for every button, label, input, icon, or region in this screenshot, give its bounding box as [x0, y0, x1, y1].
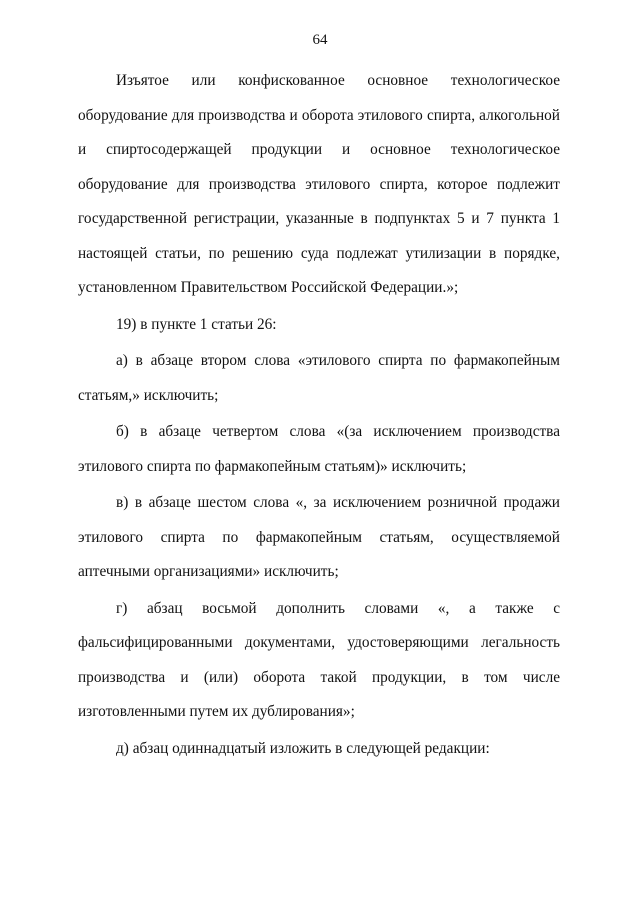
document-body [78, 64, 560, 766]
paragraph-confiscated-equipment: Изъятое или конфискованное основное технологическое оборудование для производства и оборота этилового спирта, алкогольной и спиртосодержащей продукции и основное технологическое оборудование для производства этилового спирта, которое подлежит государственной регистрации, указанные в подпунктах 5 и 7 пункта 1 настоящей статьи, по решению суда подлежат утилизации в порядке, установленном Правительством Российской Федерации.»; [78, 72, 560, 296]
paragraph-subitem-b: б) в абзаце четвертом слова «(за исключением производства этилового спирта по фармакопейным статьям)» исключить; [78, 423, 560, 475]
paragraph-subitem-a: а) в абзаце втором слова «этилового спирта по фармакопейным статьям,» исключить; [78, 352, 560, 404]
paragraph-subitem-g: г) абзац восьмой дополнить словами «, а также с фальсифицированными документами, удостоверяющими легальность производства и (или) оборота такой продукции, в том числе изготовленными путем их дублирования»; [78, 599, 560, 720]
paragraph-subitem-d: д) абзац одиннадцатый изложить в следующей редакции: [116, 739, 490, 757]
page-number: 64 [312, 32, 328, 48]
paragraph-item-19: 19) в пункте 1 статьи 26: [116, 315, 277, 333]
paragraph-subitem-v: в) в абзаце шестом слова «, за исключением розничной продажи этилового спирта по фармакопейным статьям, осуществляемой аптечными организациями» исключить; [78, 494, 560, 580]
